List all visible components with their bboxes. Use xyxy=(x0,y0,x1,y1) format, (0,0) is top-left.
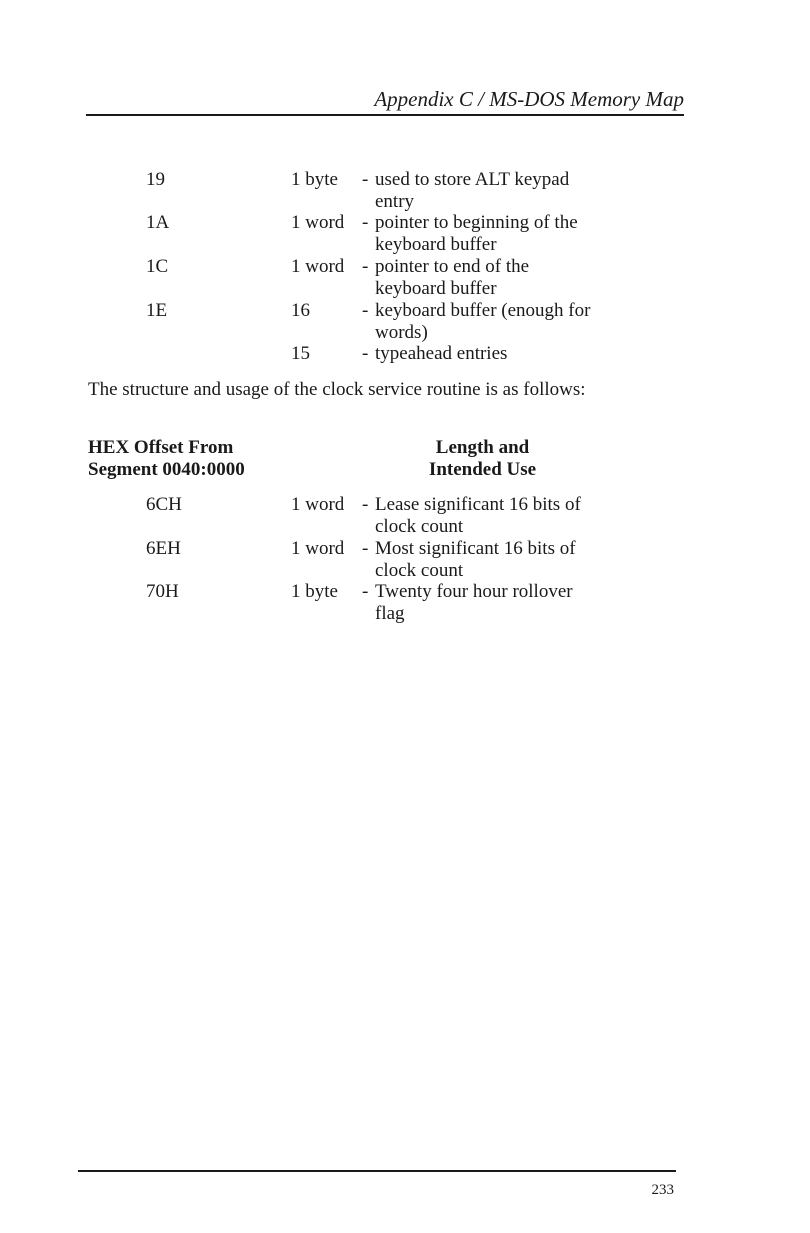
header-rule xyxy=(86,114,684,116)
dash-mark: - xyxy=(362,343,369,364)
length-cell: 1 byte xyxy=(291,169,338,190)
description-cell xyxy=(375,581,645,625)
dash-mark: - xyxy=(362,212,369,233)
description-cell xyxy=(375,300,645,344)
length-cell: 16 xyxy=(291,300,310,321)
length-cell: 1 word xyxy=(291,256,345,277)
offset-cell: 1A xyxy=(146,212,170,233)
length-cell: 15 xyxy=(291,343,310,364)
header-line: Segment 0040:0000 xyxy=(88,459,245,480)
footer-rule xyxy=(78,1170,676,1172)
page-number: 233 xyxy=(651,1182,674,1198)
offset-cell: 6CH xyxy=(146,494,182,515)
offset-cell: 19 xyxy=(146,169,165,190)
description-line: entry xyxy=(375,191,415,212)
description-line: keyboard buffer (enough for xyxy=(375,300,591,321)
dash-mark: - xyxy=(362,169,369,190)
dash-mark: - xyxy=(362,538,369,559)
description-line: flag xyxy=(375,603,405,624)
description-line: keyboard buffer xyxy=(375,234,497,255)
column-header-offset xyxy=(88,437,245,481)
header-line: HEX Offset From xyxy=(88,437,234,458)
body-paragraph: The structure and usage of the clock service routine is as follows: xyxy=(88,379,586,400)
description-line: Lease significant 16 bits of xyxy=(375,494,581,515)
running-head: Appendix C / MS-DOS Memory Map xyxy=(374,87,684,111)
column-header-length xyxy=(395,437,570,481)
description-line: pointer to beginning of the xyxy=(375,212,578,233)
description-line: keyboard buffer xyxy=(375,278,497,299)
description-line: clock count xyxy=(375,560,464,581)
description-cell xyxy=(375,212,645,256)
description-line: Twenty four hour rollover xyxy=(375,581,573,602)
offset-cell: 70H xyxy=(146,581,179,602)
description-line: typeahead entries xyxy=(375,343,508,364)
offset-cell: 1E xyxy=(146,300,168,321)
description-line: pointer to end of the xyxy=(375,256,530,277)
dash-mark: - xyxy=(362,494,369,515)
dash-mark: - xyxy=(362,256,369,277)
length-cell: 1 word xyxy=(291,212,345,233)
dash-mark: - xyxy=(362,300,369,321)
header-line: Intended Use xyxy=(428,459,537,480)
header-line: Length and xyxy=(435,437,530,458)
offset-cell: 6EH xyxy=(146,538,181,559)
description-cell xyxy=(375,169,645,213)
description-cell xyxy=(375,343,645,365)
description-line: used to store ALT keypad xyxy=(375,169,570,190)
description-cell xyxy=(375,538,645,582)
description-cell xyxy=(375,256,645,300)
description-line: words) xyxy=(375,322,428,343)
description-line: clock count xyxy=(375,516,464,537)
length-cell: 1 word xyxy=(291,538,345,559)
description-line: Most significant 16 bits of xyxy=(375,538,576,559)
length-cell: 1 word xyxy=(291,494,345,515)
offset-cell: 1C xyxy=(146,256,169,277)
description-cell xyxy=(375,494,645,538)
length-cell: 1 byte xyxy=(291,581,338,602)
dash-mark: - xyxy=(362,581,369,602)
